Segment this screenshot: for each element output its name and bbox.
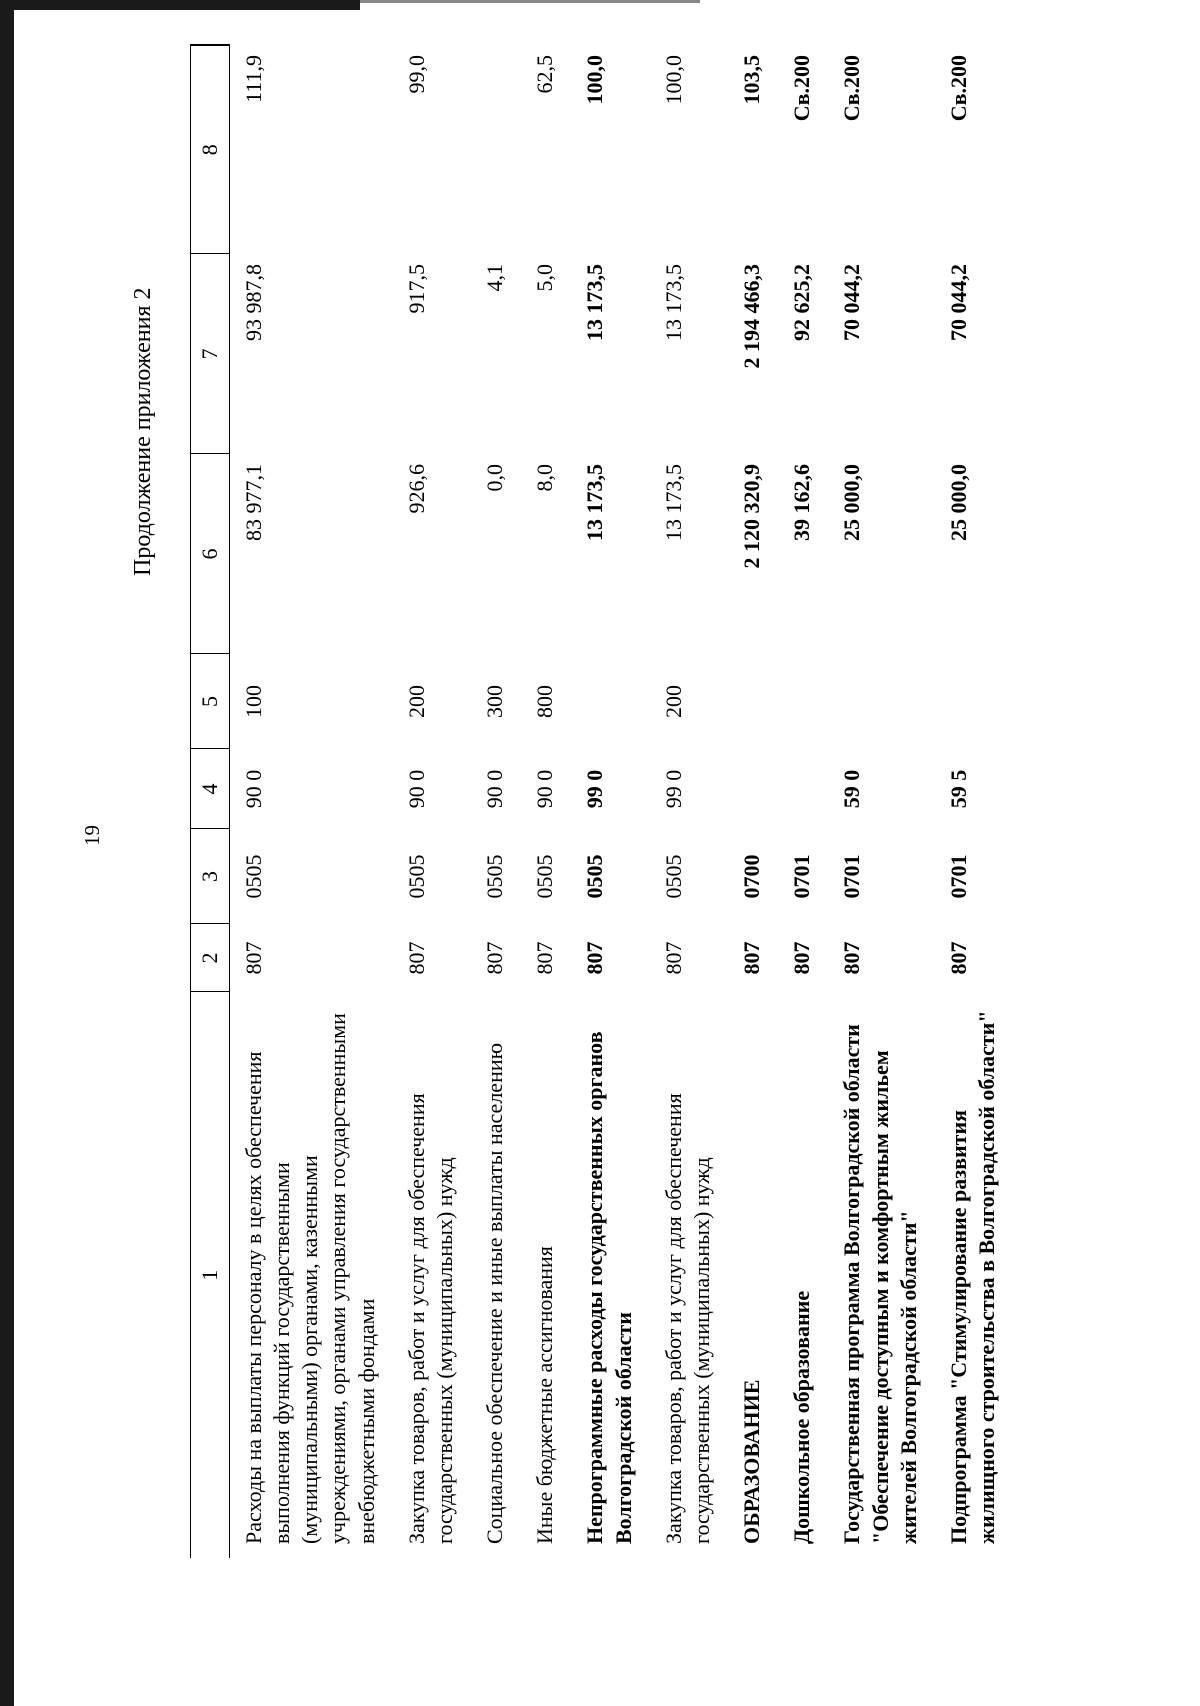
- row-name: Государственная программа Волгоградской области "Обеспечение доступным и комфортным жильем жителей Волгоградской области": [839, 1024, 921, 1544]
- row-vr: [728, 654, 778, 749]
- table-row: [471, 45, 521, 1558]
- table-row: [521, 45, 571, 1558]
- table-row: [828, 45, 934, 1558]
- table-row: [728, 45, 778, 1558]
- row-vedomstvo: 807: [482, 941, 508, 975]
- row-csr: 99 0: [660, 769, 686, 809]
- row-vedomstvo: 807: [582, 941, 608, 975]
- row-plan: 83 977,1: [241, 464, 266, 541]
- continuation-title: Продолжение приложения 2: [130, 287, 156, 576]
- table-row: [935, 45, 1013, 1558]
- header-col-2: 2: [191, 924, 230, 992]
- row-csr: [778, 749, 828, 829]
- row-razdel: 0505: [403, 854, 429, 899]
- row-razdel: 0701: [945, 854, 971, 899]
- row-percent: 100,0: [582, 55, 608, 105]
- row-csr: 90 0: [241, 769, 266, 809]
- row-vr: 200: [403, 685, 429, 718]
- row-vr: [828, 654, 934, 749]
- row-vedomstvo: 807: [839, 941, 865, 975]
- table-row: [778, 45, 828, 1558]
- row-percent: Св.200: [789, 55, 815, 122]
- row-csr: 99 0: [582, 769, 608, 809]
- row-plan: 13 173,5: [660, 464, 686, 541]
- header-col-1: 1: [191, 992, 230, 1558]
- row-vr: [778, 654, 828, 749]
- row-vedomstvo: 807: [403, 941, 429, 975]
- row-fact: 70 044,2: [945, 264, 971, 341]
- row-razdel: 0701: [789, 854, 815, 899]
- row-razdel: 0700: [739, 854, 765, 899]
- row-name: Дошкольное образование: [789, 1290, 815, 1544]
- row-percent: 100,0: [660, 55, 686, 105]
- row-name: Социальное обеспечение и иные выплаты населению: [482, 1042, 508, 1544]
- row-name: Подпрограмма "Стимулирование развития жилищного строительства в Волгоградской области": [945, 1010, 999, 1544]
- page-number: 19: [80, 825, 104, 846]
- row-plan: 0,0: [482, 464, 508, 492]
- table-row: [571, 45, 649, 1558]
- row-plan: 39 162,6: [789, 464, 815, 541]
- header-col-6: 6: [191, 454, 230, 654]
- row-razdel: 0505: [660, 854, 686, 899]
- row-name: Закупка товаров, работ и услуг для обеспечения государственных (муниципальных) нужд: [403, 1093, 457, 1544]
- row-razdel: 0505: [241, 854, 266, 899]
- row-name: ОБРАЗОВАНИЕ: [739, 1379, 765, 1544]
- row-razdel: 0505: [532, 854, 558, 899]
- row-percent: Св.200: [839, 55, 865, 122]
- row-percent: 111,9: [241, 55, 266, 103]
- row-fact: 13 173,5: [582, 264, 608, 341]
- row-vr: 300: [482, 685, 508, 718]
- row-fact: 13 173,5: [660, 264, 686, 341]
- row-vr: 100: [241, 685, 266, 718]
- row-csr: 59 0: [839, 769, 865, 809]
- row-fact: 5,0: [532, 264, 558, 292]
- row-vr: 200: [660, 685, 686, 718]
- header-row: [191, 45, 230, 1558]
- row-razdel: 0505: [482, 854, 508, 899]
- row-csr: 90 0: [532, 769, 558, 809]
- row-vr: [935, 654, 1013, 749]
- header-col-8: 8: [191, 45, 230, 254]
- row-vedomstvo: 807: [660, 941, 686, 975]
- row-fact: 2 194 466,3: [739, 264, 765, 369]
- row-vedomstvo: 807: [789, 941, 815, 975]
- header-col-4: 4: [191, 749, 230, 829]
- row-vedomstvo: 807: [945, 941, 971, 975]
- row-plan: 8,0: [532, 464, 558, 492]
- header-col-5: 5: [191, 654, 230, 749]
- row-plan: 25 000,0: [945, 464, 971, 541]
- row-fact: 70 044,2: [839, 264, 865, 341]
- row-percent: 99,0: [403, 55, 429, 94]
- row-percent: Св.200: [945, 55, 971, 122]
- table-row: [230, 45, 393, 1558]
- row-plan: 13 173,5: [582, 464, 608, 541]
- row-vr: [571, 654, 649, 749]
- table-row: [650, 45, 728, 1558]
- row-csr: [728, 749, 778, 829]
- row-vr: 800: [532, 685, 558, 718]
- row-name: Расходы на выплаты персоналу в целях обеспечения выполнения функций государственными (муниципальными) органами, казенными учреждениями, органами управления государственными внебюджетными фондами: [241, 1013, 379, 1544]
- row-plan: 926,6: [403, 464, 429, 514]
- row-vedomstvo: 807: [739, 941, 765, 975]
- row-fact: 917,5: [403, 264, 429, 314]
- row-percent: 103,5: [739, 55, 765, 105]
- table-row: [393, 45, 471, 1558]
- header-col-7: 7: [191, 254, 230, 454]
- row-vedomstvo: 807: [241, 941, 266, 975]
- row-name: Иные бюджетные ассигнования: [532, 1246, 558, 1544]
- budget-table: [190, 44, 1013, 1558]
- row-csr: 59 5: [945, 769, 971, 809]
- row-name: Непрограммные расходы государственных органов Волгоградской области: [582, 1031, 636, 1544]
- row-csr: 90 0: [482, 769, 508, 809]
- row-razdel: 0701: [839, 854, 865, 899]
- row-fact: 4,1: [482, 264, 508, 292]
- row-fact: 92 625,2: [789, 264, 815, 341]
- row-fact: 93 987,8: [241, 264, 266, 341]
- header-col-3: 3: [191, 829, 230, 924]
- row-name: Закупка товаров, работ и услуг для обеспечения государственных (муниципальных) нужд: [660, 1093, 714, 1544]
- row-razdel: 0505: [582, 854, 608, 899]
- table-header: [191, 45, 230, 1558]
- row-csr: 90 0: [403, 769, 429, 809]
- row-vedomstvo: 807: [532, 941, 558, 975]
- row-percent: [471, 45, 521, 254]
- row-plan: 2 120 320,9: [739, 464, 765, 569]
- table-body: [230, 45, 1014, 1558]
- row-plan: 25 000,0: [839, 464, 865, 541]
- row-percent: 62,5: [532, 55, 558, 94]
